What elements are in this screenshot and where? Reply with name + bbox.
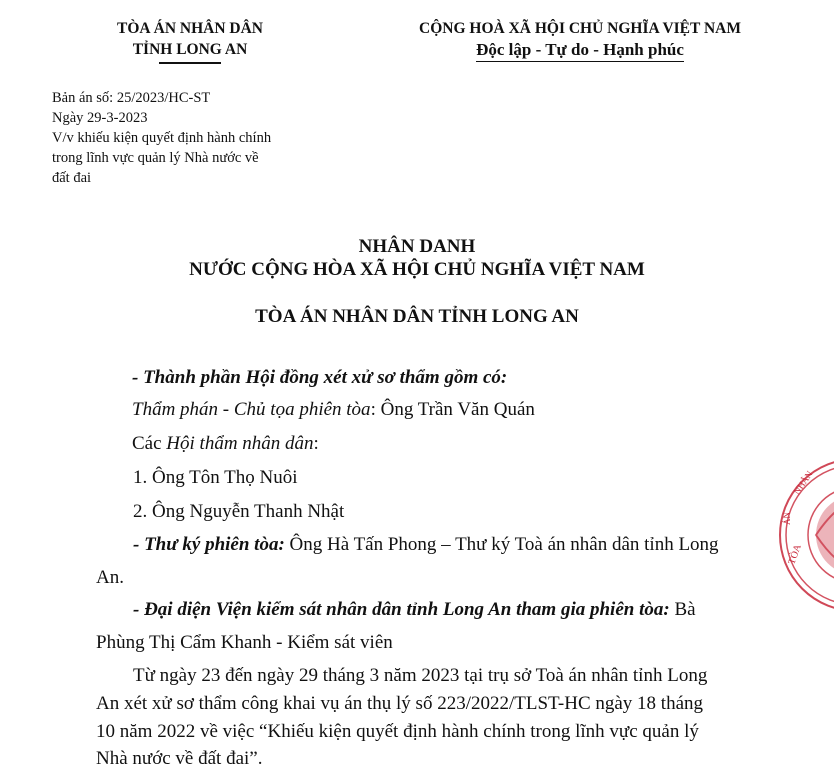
assessor-item: 2. Ông Nguyễn Thanh Nhật: [133, 501, 345, 522]
subject-line: V/v khiếu kiện quyết định hành chính: [52, 130, 272, 146]
nation-header: [330, 18, 830, 62]
subject-line: trong lĩnh vực quản lý Nhà nước về: [52, 150, 259, 166]
judgment-meta: [52, 88, 271, 188]
assessor-item: 1. Ông Tôn Thọ Nuôi: [133, 467, 298, 488]
court-name-line1: TÒA ÁN NHÂN DÂN: [117, 20, 263, 37]
procuracy-label: - Đại diện Viện kiểm sát nhân dân tỉnh Long An tham gia phiên tòa:: [133, 599, 670, 620]
procuracy-value: Bà: [669, 599, 696, 620]
presiding-value: : Ông Trần Văn Quán: [370, 399, 535, 420]
title-nation: NƯỚC CỘNG HÒA XÃ HỘI CHỦ NGHĨA VIỆT NAM: [189, 259, 645, 280]
paragraph-line: 10 năm 2022 về việc “Khiếu kiện quyết định hành chính trong lĩnh vực quản lý: [96, 721, 699, 742]
nation-line: CỘNG HOÀ XÃ HỘI CHỦ NGHĨA VIỆT NAM: [419, 20, 741, 37]
title-court: TÒA ÁN NHÂN DÂN TỈNH LONG AN: [255, 306, 579, 327]
court-name-line2: TỈNH LONG AN: [132, 41, 248, 58]
title-in-the-name: NHÂN DANH: [358, 236, 476, 257]
court-seal-icon: [776, 455, 834, 615]
clerk-continuation: An.: [96, 567, 124, 588]
header-underline: [159, 62, 221, 64]
assessors-heading: [132, 432, 319, 456]
clerk-value: Ông Hà Tấn Phong – Thư ký Toà án nhân dân tỉnh Long: [284, 534, 719, 555]
paragraph-line: An xét xử sơ thẩm công khai vụ án thụ lý số 223/2022/TLST-HC ngày 18 tháng: [96, 693, 704, 714]
panel-heading: - Thành phần Hội đồng xét xử sơ thẩm gồm có:: [132, 367, 508, 388]
svg-text:ÁN: ÁN: [782, 512, 792, 525]
judgment-number: Bản án số: 25/2023/HC-ST: [52, 90, 211, 106]
clerk-label: - Thư ký phiên tòa:: [133, 534, 285, 555]
svg-text:TÒA: TÒA: [786, 542, 804, 567]
assessors-prefix: Các: [132, 433, 167, 454]
paragraph-line: Nhà nước về đất đai”.: [96, 748, 263, 769]
motto: Độc lập - Tự do - Hạnh phúc: [476, 39, 684, 62]
presiding-judge: [132, 398, 535, 422]
assessors-suffix: :: [313, 433, 319, 454]
assessors-label: Hội thẩm nhân dân: [166, 433, 314, 454]
procuracy-line: [133, 598, 696, 622]
court-header: [60, 18, 320, 64]
svg-text:NHÂN: NHÂN: [791, 469, 815, 497]
subject-line: đất đai: [52, 170, 92, 186]
clerk-line: [133, 533, 719, 557]
procuracy-continuation: Phùng Thị Cẩm Khanh - Kiểm sát viên: [96, 632, 393, 653]
paragraph-line: Từ ngày 23 đến ngày 29 tháng 3 năm 2023 tại trụ sở Toà án nhân tỉnh Long: [133, 665, 708, 686]
judgment-date: Ngày 29-3-2023: [52, 110, 148, 126]
presiding-label: Thẩm phán - Chủ tọa phiên tòa: [132, 399, 371, 420]
